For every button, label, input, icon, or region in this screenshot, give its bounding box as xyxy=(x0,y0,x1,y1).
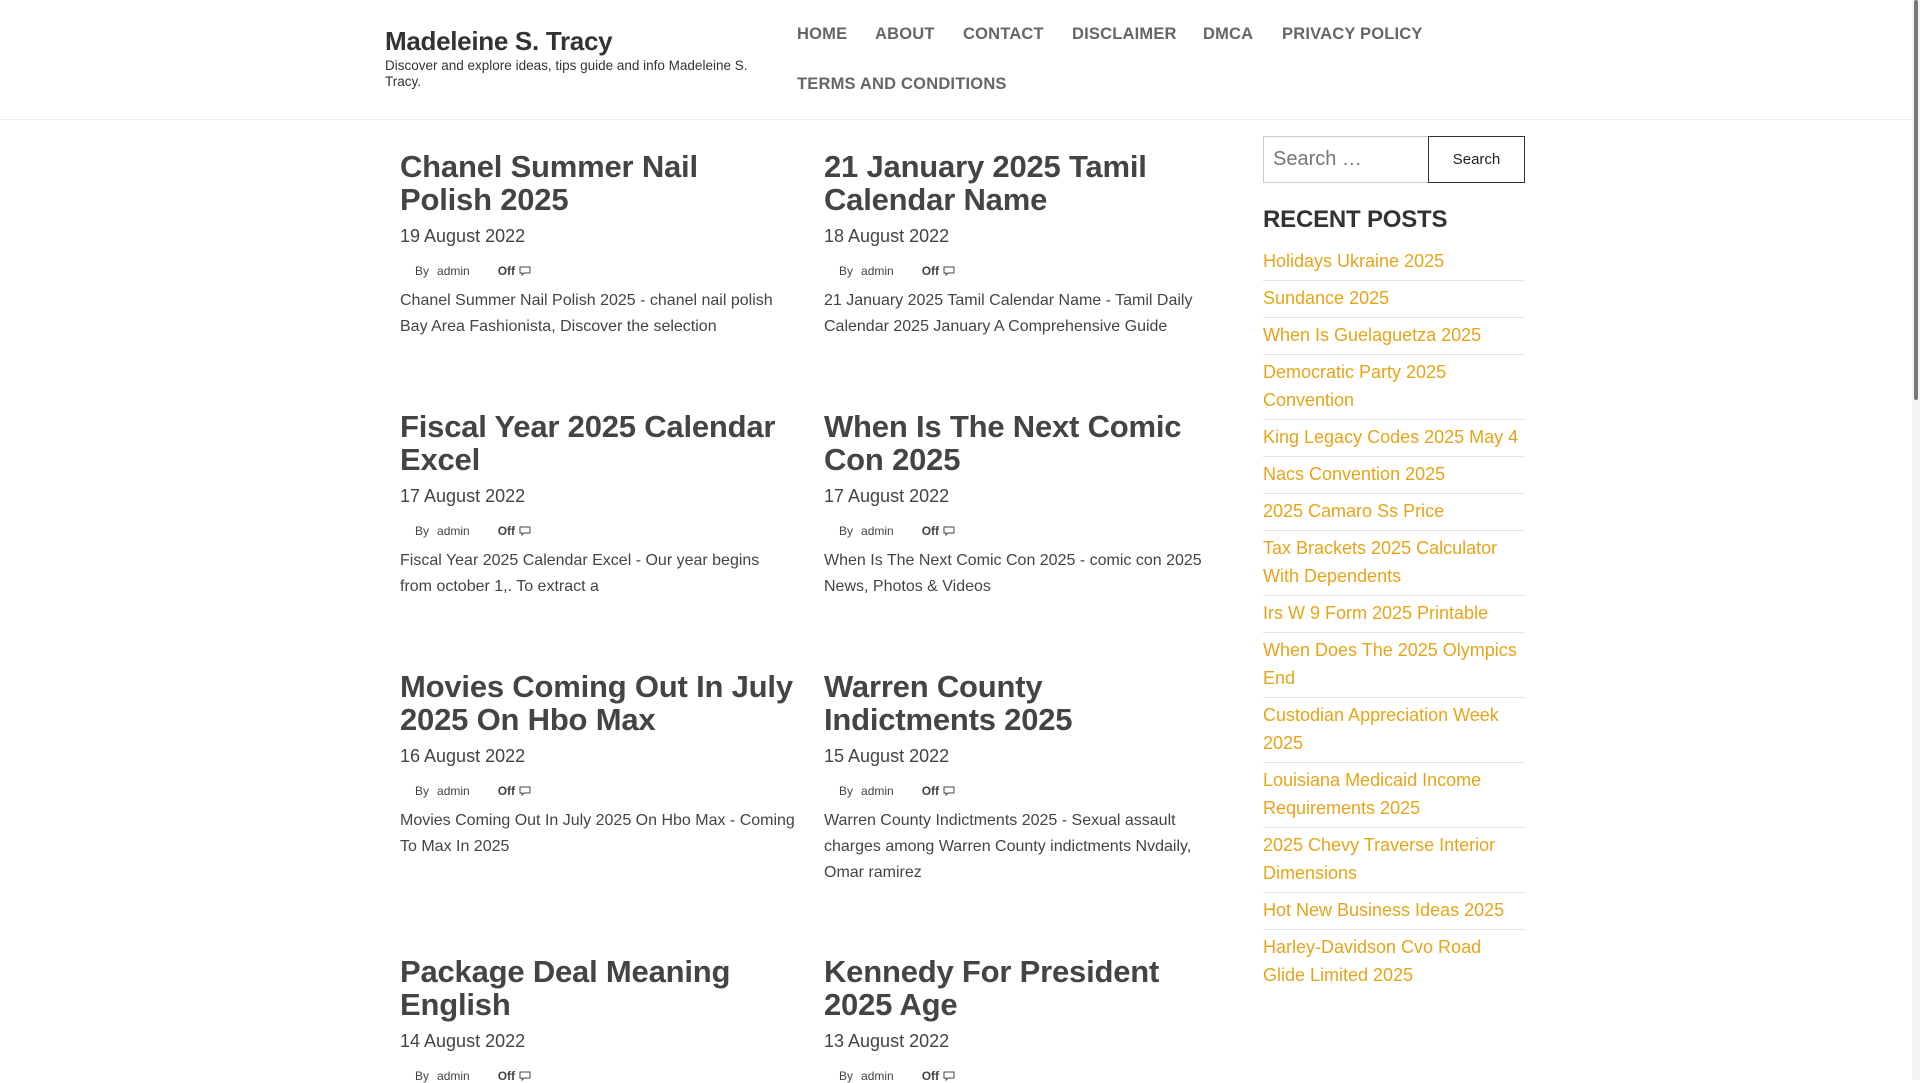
post-author[interactable]: admin xyxy=(861,784,894,798)
post-meta xyxy=(400,1069,795,1083)
list-item xyxy=(1263,698,1525,763)
post-author[interactable]: admin xyxy=(437,784,470,798)
recent-post-link[interactable]: When Does The 2025 Olympics End xyxy=(1263,640,1517,688)
scrollbar-thumb[interactable] xyxy=(1914,0,1918,400)
post-title[interactable]: 21 January 2025 Tamil Calendar Name xyxy=(824,149,1147,217)
list-item xyxy=(1263,281,1525,318)
post-card xyxy=(400,150,795,340)
post-card xyxy=(824,150,1219,340)
recent-post-link[interactable]: Irs W 9 Form 2025 Printable xyxy=(1263,603,1489,623)
comment-icon xyxy=(943,266,955,276)
list-item xyxy=(1263,244,1525,281)
list-item xyxy=(1263,457,1525,494)
scrollbar-track[interactable] xyxy=(1912,0,1920,1080)
search-form xyxy=(1263,136,1525,183)
post-card xyxy=(400,955,795,1083)
post-title[interactable]: Chanel Summer Nail Polish 2025 xyxy=(400,149,698,217)
list-item xyxy=(1263,596,1525,633)
post-by-label: By xyxy=(415,1069,430,1083)
recent-post-link[interactable]: Holidays Ukraine 2025 xyxy=(1263,251,1445,271)
nav-privacy-policy[interactable]: PRIVACY POLICY xyxy=(1282,25,1423,43)
post-comments-status: Off xyxy=(921,1069,940,1083)
post-meta xyxy=(400,784,795,798)
site-branding xyxy=(385,27,765,90)
recent-post-link[interactable]: Harley-Davidson Cvo Road Glide Limited 2025 xyxy=(1263,937,1482,985)
recent-post-link[interactable]: When Is Guelaguetza 2025 xyxy=(1263,325,1482,345)
recent-post-link[interactable]: Tax Brackets 2025 Calculator With Dependents xyxy=(1263,538,1498,586)
post-date[interactable]: 17 August 2022 xyxy=(400,486,526,506)
post-title[interactable]: Warren County Indictments 2025 xyxy=(824,669,1073,737)
site-title[interactable]: Madeleine S. Tracy xyxy=(385,26,613,56)
post-comments-status: Off xyxy=(497,524,516,538)
post-comments-status: Off xyxy=(497,264,516,278)
post-by-label: By xyxy=(839,264,854,278)
nav-disclaimer[interactable]: DISCLAIMER xyxy=(1072,25,1177,43)
comment-icon xyxy=(943,786,955,796)
recent-post-link[interactable]: Democratic Party 2025 Convention xyxy=(1263,362,1447,410)
post-title[interactable]: Kennedy For President 2025 Age xyxy=(824,954,1160,1022)
recent-post-link[interactable]: 2025 Chevy Traverse Interior Dimensions xyxy=(1263,835,1496,883)
post-date[interactable]: 14 August 2022 xyxy=(400,1031,526,1051)
post-title[interactable]: When Is The Next Comic Con 2025 xyxy=(824,409,1182,477)
recent-post-link[interactable]: Sundance 2025 xyxy=(1263,288,1390,308)
list-item xyxy=(1263,318,1525,355)
recent-post-link[interactable]: 2025 Camaro Ss Price xyxy=(1263,501,1445,521)
recent-post-link[interactable]: King Legacy Codes 2025 May 4 xyxy=(1263,427,1519,447)
post-excerpt: When Is The Next Comic Con 2025 - comic con 2025 News, Photos & Videos xyxy=(824,552,1202,595)
post-meta xyxy=(824,264,1219,278)
recent-post-link[interactable]: Hot New Business Ideas 2025 xyxy=(1263,900,1505,920)
post-author[interactable]: admin xyxy=(437,264,470,278)
post-comments-status: Off xyxy=(497,784,516,798)
post-title[interactable]: Fiscal Year 2025 Calendar Excel xyxy=(400,409,776,477)
post-comments-status: Off xyxy=(921,264,940,278)
recent-posts-title: RECENT POSTS xyxy=(1263,206,1448,233)
post-date[interactable]: 17 August 2022 xyxy=(824,486,950,506)
post-card xyxy=(824,955,1219,1083)
comment-icon xyxy=(519,786,531,796)
nav-contact[interactable]: CONTACT xyxy=(963,25,1044,43)
post-comments-status: Off xyxy=(497,1069,516,1083)
list-item xyxy=(1263,494,1525,531)
post-meta xyxy=(400,264,795,278)
post-card xyxy=(400,670,795,860)
post-by-label: By xyxy=(839,524,854,538)
comment-icon xyxy=(519,526,531,536)
post-meta xyxy=(824,524,1219,538)
post-meta xyxy=(400,524,795,538)
nav-about[interactable]: ABOUT xyxy=(875,25,935,43)
recent-post-link[interactable]: Louisiana Medicaid Income Requirements 2025 xyxy=(1263,770,1482,818)
list-item xyxy=(1263,531,1525,596)
post-comments-status: Off xyxy=(921,784,940,798)
recent-posts-list xyxy=(1263,244,1525,994)
list-item xyxy=(1263,420,1525,457)
post-author[interactable]: admin xyxy=(861,524,894,538)
post-card xyxy=(400,410,795,600)
post-date[interactable]: 16 August 2022 xyxy=(400,746,526,766)
nav-dmca[interactable]: DMCA xyxy=(1203,25,1254,43)
post-by-label: By xyxy=(839,1069,854,1083)
list-item xyxy=(1263,828,1525,893)
post-card xyxy=(824,670,1219,886)
post-meta xyxy=(824,1069,1219,1083)
post-date[interactable]: 13 August 2022 xyxy=(824,1031,950,1051)
post-author[interactable]: admin xyxy=(861,1069,894,1083)
post-excerpt: Fiscal Year 2025 Calendar Excel - Our year begins from october 1,. To extract a xyxy=(400,552,760,595)
post-card xyxy=(824,410,1219,600)
post-author[interactable]: admin xyxy=(861,264,894,278)
search-button[interactable]: Search xyxy=(1428,136,1525,183)
post-title[interactable]: Movies Coming Out In July 2025 On Hbo Max xyxy=(400,669,793,737)
post-excerpt: Warren County Indictments 2025 - Sexual assault charges among Warren County indictments Nvdaily, Omar ramirez xyxy=(824,812,1192,881)
list-item xyxy=(1263,633,1525,698)
post-excerpt: 21 January 2025 Tamil Calendar Name - Tamil Daily Calendar 2025 January A Comprehensive Guide xyxy=(824,292,1193,335)
post-author[interactable]: admin xyxy=(437,524,470,538)
post-by-label: By xyxy=(415,784,430,798)
post-date[interactable]: 18 August 2022 xyxy=(824,226,950,246)
post-comments-status: Off xyxy=(921,524,940,538)
post-by-label: By xyxy=(839,784,854,798)
site-description: Discover and explore ideas, tips guide and info Madeleine S. Tracy. xyxy=(385,58,748,89)
nav-home[interactable]: HOME xyxy=(797,25,848,43)
nav-terms-and-conditions[interactable]: TERMS AND CONDITIONS xyxy=(797,75,1007,93)
comment-icon xyxy=(519,266,531,276)
post-excerpt: Chanel Summer Nail Polish 2025 - chanel nail polish Bay Area Fashionista, Discover the selection xyxy=(400,292,773,335)
list-item xyxy=(1263,893,1525,930)
post-date[interactable]: 19 August 2022 xyxy=(400,226,526,246)
post-by-label: By xyxy=(415,264,430,278)
post-author[interactable]: admin xyxy=(437,1069,470,1083)
post-meta xyxy=(824,784,1219,798)
list-item xyxy=(1263,763,1525,828)
post-date[interactable]: 15 August 2022 xyxy=(824,746,950,766)
recent-post-link[interactable]: Nacs Convention 2025 xyxy=(1263,464,1446,484)
post-by-label: By xyxy=(415,524,430,538)
recent-post-link[interactable]: Custodian Appreciation Week 2025 xyxy=(1263,705,1499,753)
search-input[interactable] xyxy=(1263,136,1428,183)
comment-icon xyxy=(943,526,955,536)
site-header xyxy=(0,0,1912,120)
post-excerpt: Movies Coming Out In July 2025 On Hbo Max - Coming To Max In 2025 xyxy=(400,812,795,855)
list-item xyxy=(1263,930,1525,994)
post-title[interactable]: Package Deal Meaning English xyxy=(400,954,731,1022)
list-item xyxy=(1263,355,1525,420)
